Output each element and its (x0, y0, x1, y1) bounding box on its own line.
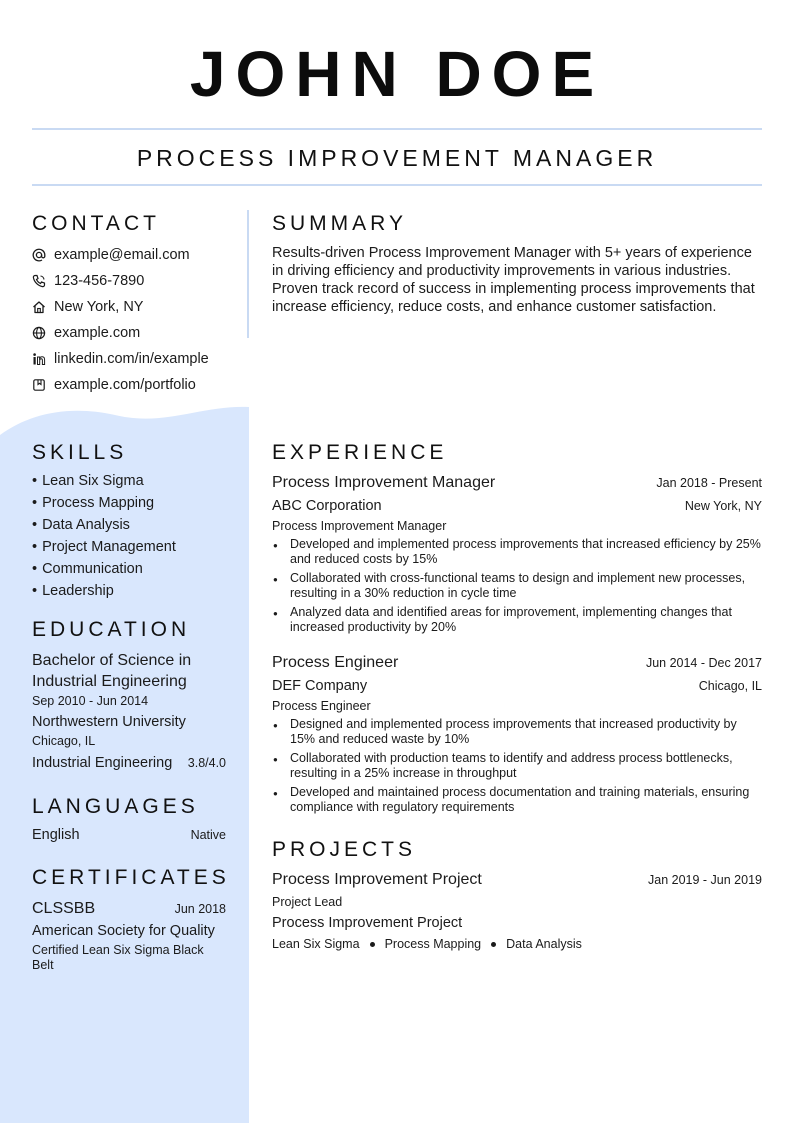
job-title: Process Engineer (272, 654, 399, 671)
job-title-row (272, 472, 762, 494)
job-location: New York, NY (684, 499, 762, 513)
portfolio-icon (32, 378, 46, 392)
contact-website-text: example.com (54, 325, 141, 341)
job-company-row (272, 676, 762, 696)
education-dates: Sep 2010 - Jun 2014 (32, 694, 149, 708)
project-dates: Jan 2019 - Jun 2019 (648, 873, 762, 887)
header-rule-top (32, 128, 762, 130)
education-entry (32, 650, 226, 773)
language-name: English (32, 827, 80, 843)
certificate-description: Certified Lean Six Sigma Black Belt (32, 943, 204, 972)
job-company: DEF Company (272, 678, 368, 694)
contact-portfolio-text: example.com/portfolio (54, 377, 196, 393)
certificates-heading: CERTIFICATES (32, 866, 230, 889)
job-bullets (272, 537, 762, 635)
projects-heading: PROJECTS (272, 838, 417, 861)
job-role: Process Improvement Manager (272, 519, 447, 533)
job-bullets (272, 717, 762, 815)
contact-phone[interactable] (32, 268, 242, 294)
column-divider (247, 210, 249, 338)
project-tag: Lean Six Sigma (272, 937, 360, 951)
tag-separator (491, 942, 496, 947)
skill-item: • Leadership (32, 583, 114, 599)
experience-item (272, 652, 762, 819)
certificate-date: Jun 2018 (174, 902, 226, 916)
linkedin-icon (32, 352, 46, 366)
experience-item (272, 472, 762, 639)
certificate-title-row (32, 898, 226, 919)
project-tags (272, 935, 762, 953)
contact-email-text: example@email.com (54, 247, 190, 263)
contact-linkedin-text: linkedin.com/in/example (54, 351, 209, 367)
skills-heading: SKILLS (32, 441, 128, 464)
job-bullet: ● Collaborated with cross-functional teams to design and implement new processes, resulting in a 30% reduction in cycle time (272, 571, 762, 601)
project-subtitle: Process Improvement Project (272, 915, 463, 931)
contact-list (32, 242, 242, 398)
globe-icon (32, 326, 46, 340)
contact-website[interactable] (32, 320, 242, 346)
project-role: Project Lead (272, 895, 343, 909)
skill-item: • Data Analysis (32, 517, 130, 533)
job-title: Process Improvement Manager (272, 474, 496, 491)
contact-email[interactable] (32, 242, 242, 268)
job-dates: Jun 2014 - Dec 2017 (645, 656, 762, 670)
home-icon (32, 300, 46, 314)
project-name: Process Improvement Project (272, 871, 482, 888)
at-icon (32, 248, 46, 262)
job-dates: Jan 2018 - Present (656, 476, 762, 490)
education-degree: Bachelor of Science in Industrial Engineering (32, 652, 192, 690)
job-location: Chicago, IL (698, 679, 762, 693)
job-role: Process Engineer (272, 699, 371, 713)
education-field-row (32, 754, 226, 773)
job-title-row (272, 652, 762, 674)
education-gpa: 3.8/4.0 (187, 756, 226, 770)
tag-separator (370, 942, 375, 947)
education-location: Chicago, IL (32, 734, 96, 748)
certificate-name: CLSSBB (32, 900, 96, 917)
skill-item: • Process Mapping (32, 495, 155, 511)
contact-portfolio[interactable] (32, 372, 242, 398)
contact-heading: CONTACT (32, 212, 160, 235)
job-title-heading: PROCESS IMPROVEMENT MANAGER (136, 145, 658, 171)
job-bullet: ● Designed and implemented process improvements that increased productivity by 15% and reduced waste by 10% (272, 717, 762, 747)
summary-heading: SUMMARY (272, 212, 407, 235)
job-bullet: ● Collaborated with production teams to identify and address process bottlenecks, resulting in a 25% increase in throughput (272, 751, 762, 781)
job-company: ABC Corporation (272, 498, 382, 514)
summary-text: Results-driven Process Improvement Manager with 5+ years of experience in driving efficiency and productivity improvements in various industries. Proven track record of success in implementing process improvements that increase efficiency, reduce costs, and enhance customer satisfaction. (272, 245, 755, 315)
education-heading: EDUCATION (32, 618, 191, 641)
project-item (272, 869, 762, 953)
skill-item: • Lean Six Sigma (32, 473, 144, 489)
header-rule-bottom (32, 184, 762, 186)
project-tag: Data Analysis (506, 937, 582, 951)
project-tag: Process Mapping (384, 937, 482, 951)
project-title-row (272, 869, 762, 891)
education-field: Industrial Engineering (32, 755, 173, 771)
contact-phone-text: 123-456-7890 (54, 273, 145, 289)
contact-location (32, 294, 242, 320)
job-company-row (272, 496, 762, 516)
contact-linkedin[interactable] (32, 346, 242, 372)
education-school: Northwestern University (32, 714, 186, 730)
certificate-issuer: American Society for Quality (32, 923, 215, 939)
languages-heading: LANGUAGES (32, 795, 199, 818)
phone-icon (32, 274, 46, 288)
job-bullet: ● Analyzed data and identified areas for improvement, implementing changes that increased productivity by 20% (272, 605, 762, 635)
language-level: Native (190, 828, 226, 842)
language-item (32, 826, 226, 845)
job-bullet: ● Developed and maintained process documentation and training materials, ensuring compliance with regulatory requirements (272, 785, 762, 815)
contact-location-text: New York, NY (54, 299, 144, 315)
certificate-item (32, 898, 226, 973)
job-bullet: ● Developed and implemented process improvements that increased efficiency by 25% and reduced costs by 15% (272, 537, 762, 567)
skills-list (32, 470, 226, 602)
candidate-name: JOHN DOE (189, 38, 605, 110)
experience-heading: EXPERIENCE (272, 441, 448, 464)
skill-item: • Project Management (32, 539, 176, 555)
skill-item: • Communication (32, 561, 143, 577)
